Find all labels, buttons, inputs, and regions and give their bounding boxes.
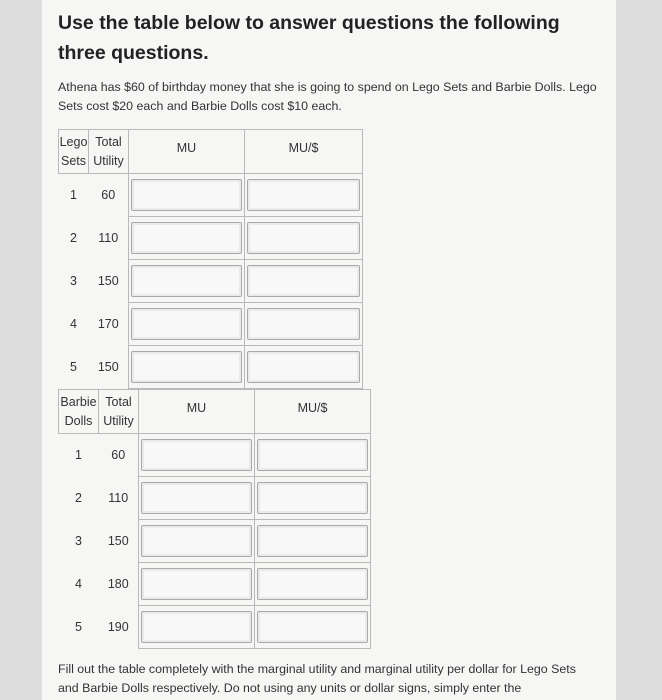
lego-qty: 1: [70, 188, 77, 203]
barbie-mu-cell: [139, 563, 255, 606]
barbie-total: 150: [107, 534, 129, 548]
lego-mu-input-1[interactable]: [131, 179, 242, 211]
barbie-mudollar-input-3[interactable]: [257, 525, 368, 557]
barbie-mu-input-4[interactable]: [141, 568, 252, 600]
lego-total: 150: [97, 274, 119, 288]
barbie-qty-header: Barbie Dolls: [59, 390, 99, 434]
question-intro: Athena has $60 of birthday money that she is going to spend on Lego Sets and Barbie Dolls. Lego Sets cost $20 each and Barbie Dolls cost $10 each.: [58, 80, 597, 113]
lego-mu-input-4[interactable]: [131, 308, 242, 340]
lego-qty: 5: [70, 360, 77, 374]
barbie-qty: 2: [75, 491, 82, 505]
lego-mu-input-5[interactable]: [131, 351, 242, 383]
barbie-total: 180: [107, 577, 129, 591]
lego-qty-header: Lego Sets: [59, 130, 89, 174]
lego-mudollar-input-5[interactable]: [247, 351, 360, 383]
lego-total: 110: [98, 231, 119, 245]
lego-qty: 4: [70, 317, 77, 331]
lego-mudollar-cell: [245, 217, 363, 260]
lego-utility-table: [58, 129, 363, 389]
barbie-mu-cell: [139, 477, 255, 520]
barbie-utility-table: [58, 389, 371, 649]
barbie-mudollar-header: MU/$: [255, 390, 371, 434]
barbie-mudollar-input-5[interactable]: [257, 611, 368, 643]
lego-mudollar-cell: [245, 174, 363, 217]
lego-mu-cell: [129, 260, 245, 303]
barbie-mu-header: MU: [139, 390, 255, 434]
lego-mu-cell: [129, 346, 245, 389]
lego-mudollar-input-3[interactable]: [247, 265, 360, 297]
lego-mu-input-2[interactable]: [131, 222, 242, 254]
lego-mu-cell: [129, 303, 245, 346]
lego-qty: 3: [70, 274, 77, 288]
lego-mudollar-input-2[interactable]: [247, 222, 360, 254]
lego-mu-input-3[interactable]: [131, 265, 242, 297]
barbie-mu-input-2[interactable]: [141, 482, 252, 514]
lego-total: 170: [97, 317, 119, 331]
question-heading: Use the table below to answer questions the following three questions.: [58, 12, 560, 64]
lego-mu-cell: [129, 217, 245, 260]
barbie-mu-cell: [139, 434, 255, 477]
barbie-mu-cell: [139, 520, 255, 563]
lego-mudollar-cell: [245, 346, 363, 389]
barbie-mudollar-cell: [255, 434, 371, 477]
lego-total: 150: [97, 360, 119, 374]
lego-mudollar-header: MU/$: [245, 130, 363, 174]
instructions-text: Fill out the table completely with the marginal utility and marginal utility per dollar for Lego Sets and Barbie Dolls respectively. Do not using any units or dollar signs, simply enter the: [58, 662, 576, 695]
lego-mudollar-cell: [245, 260, 363, 303]
barbie-mu-input-3[interactable]: [141, 525, 252, 557]
lego-qty: 2: [70, 231, 77, 245]
lego-mudollar-cell: [245, 303, 363, 346]
lego-mu-cell: [129, 174, 245, 217]
lego-mudollar-input-1[interactable]: [247, 179, 360, 211]
barbie-mudollar-cell: [255, 520, 371, 563]
barbie-qty: 4: [75, 577, 82, 591]
barbie-mudollar-cell: [255, 563, 371, 606]
barbie-mudollar-cell: [255, 477, 371, 520]
barbie-mu-cell: [139, 606, 255, 649]
barbie-qty: 5: [75, 620, 82, 634]
barbie-qty: 3: [75, 534, 82, 548]
barbie-total: 60: [111, 448, 126, 463]
barbie-mu-input-1[interactable]: [141, 439, 252, 471]
barbie-total: 110: [108, 491, 129, 505]
barbie-mudollar-input-2[interactable]: [257, 482, 368, 514]
lego-total: 60: [101, 188, 116, 203]
lego-mudollar-input-4[interactable]: [247, 308, 360, 340]
lego-total-header: Total Utility: [89, 130, 129, 174]
barbie-mudollar-cell: [255, 606, 371, 649]
barbie-qty: 1: [75, 448, 82, 463]
barbie-mu-input-5[interactable]: [141, 611, 252, 643]
barbie-mudollar-input-1[interactable]: [257, 439, 368, 471]
barbie-total-header: Total Utility: [99, 390, 139, 434]
barbie-total: 190: [107, 620, 129, 634]
barbie-mudollar-input-4[interactable]: [257, 568, 368, 600]
lego-mu-header: MU: [129, 130, 245, 174]
